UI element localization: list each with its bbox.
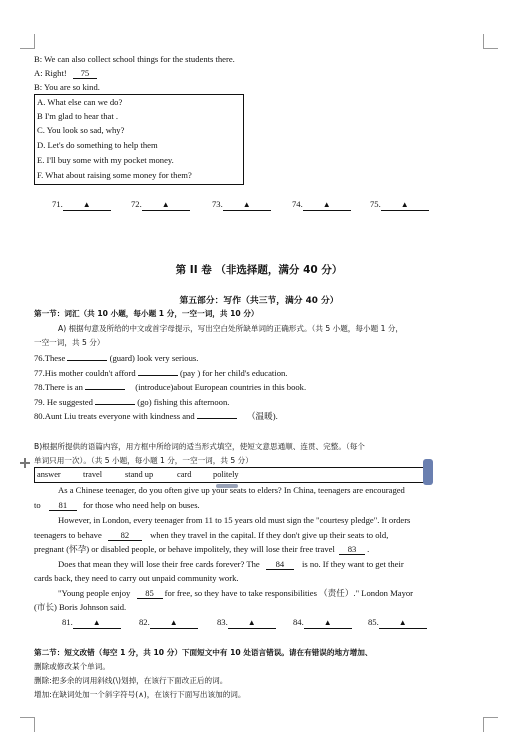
answer-73-num: 73. [212,199,223,209]
section2-line-3: 删除:把多余的词用斜线(\)划掉，在该行下面改正后的词。 [34,676,228,685]
answer-71-num: 71. [52,199,63,209]
passage-l2-post: for those who need help on buses. [83,500,200,510]
answer-75-blank: ▲ [381,200,429,211]
blank-75: 75 [73,68,97,79]
answer-73 [212,199,271,211]
answer-73-blank: ▲ [223,200,271,211]
dialogue-line-a [34,67,97,79]
dialogue-a-text: A: Right! [34,68,67,78]
options-box [34,94,244,185]
passage-l6-post: is no. If they want to get their [302,559,404,569]
crop-mark-bottom-left [20,717,35,732]
partA-instruction-1: A) 根据句意及所给的中文或首字母提示，写出空白处所缺单词的正确形式。（共 5 小题，每小题 1 分， [58,324,404,333]
passage-l8-pre: "Young people enjoy [58,588,131,598]
word-politely: politely [213,470,239,479]
vocab-79-blank [95,404,135,405]
vocab-77-blank [138,375,178,376]
passage-line-2 [34,499,200,511]
partB-instruction-1: B)根据所提供的语篇内容，用方框中所给词的适当形式填空，使短文意思通顺、连贯、完整。（每个 [34,442,365,451]
passage-line-9: (市长) Boris Johnson said. [34,602,127,612]
vocab-80-pre: 80.Aunt Liu treats everyone with kindness and [34,411,195,421]
answer-82-blank: ▲ [150,618,198,629]
answer-83 [217,617,276,629]
section2-line-2: 删除或修改某个单词。 [34,662,110,671]
dialogue-line-b2: B: You are so kind. [34,82,100,92]
answer-81-blank: ▲ [73,618,121,629]
answer-82 [139,617,198,629]
answer-83-blank: ▲ [228,618,276,629]
answer-75 [370,199,429,211]
table-move-handle-icon[interactable] [20,458,30,468]
answer-71 [52,199,111,211]
option-f: F. What about raising some money for them? [37,170,192,180]
passage-l4-pre: teenagers to behave [34,530,102,540]
vocab-77-post: (pay ) for her child's education. [179,368,288,378]
answer-85-num: 85. [368,617,379,627]
answer-85-blank: ▲ [379,618,427,629]
option-a: A. What else can we do? [37,97,123,107]
section2-line-4: 增加:在缺词处加一个斜字符号(∧)，在该行下面写出该加的词。 [34,690,246,699]
blank-81: 81 [49,500,77,511]
answer-72 [131,199,190,211]
vocab-item-78 [34,381,306,393]
option-d: D. Let's do something to help them [37,140,158,150]
passage-line-6 [58,558,404,570]
vocab-78-post: (introduce)about European countries in this book. [135,382,307,392]
answer-82-num: 82. [139,617,150,627]
answer-74-blank: ▲ [303,200,351,211]
crop-mark-top-right [483,34,498,49]
section2-line-1 [34,647,372,659]
answer-83-num: 83. [217,617,228,627]
passage-line-4 [34,529,388,541]
passage-line-5: pregnant (怀孕) or disabled people, or behave impolitely, they will lose their free travel 83 . [34,544,370,554]
vocab-76-post: (guard) look very serious. [109,353,199,363]
partB-instruction-2: 单词只用一次）。（共 5 小题，每小题 1 分，一空一词，共 5 分） [34,456,253,465]
passage-l5-pre: pregnant (怀孕) or disabled people, or behave impolitely, they will lose their free travel [34,544,335,554]
answer-72-num: 72. [131,199,142,209]
word-card: card [177,470,192,479]
word-travel: travel [83,470,103,479]
vocab-79-pre: 79. He suggested [34,397,93,407]
section1-heading: 第一节：词汇（共 10 小题，每小题 1 分，一空一词，共 10 分） [34,309,259,318]
section2-heading: 第二节：短文改错（每空 1 分，共 10 分）下面短文中有 10 处语言错误。请在有错误的地方增加、 [34,648,373,657]
answer-75-num: 75. [370,199,381,209]
option-b: B I'm glad to hear that . [37,111,119,121]
answer-84-blank: ▲ [304,618,352,629]
answer-85 [368,617,427,629]
vocab-item-77 [34,367,287,379]
passage-l8-post: for free, so they have to take responsibilities （责任）." London Mayor [164,588,414,598]
option-e: E. I'll buy some with my pocket money. [37,155,174,165]
vocab-80-blank [197,418,237,419]
answer-84-num: 84. [293,617,304,627]
blank-85: 85 [137,588,163,599]
vocab-78-pre: 78.There is an [34,382,83,392]
passage-line-3: However, in London, every teenager from 11 to 15 years old must sign the "courtesy pledge". It orders [58,515,411,525]
answer-72-blank: ▲ [142,200,190,211]
passage-line-1: As a Chinese teenager, do you often give up your seats to elders? In China, teenagers are encouraged [58,485,405,495]
passage-l2-pre: to [34,500,41,510]
vocab-item-79 [34,396,229,408]
vocab-80-post: （温暖). [246,411,278,421]
crop-mark-bottom-right [483,717,498,732]
answer-81 [62,617,121,629]
word-box [34,467,428,483]
word-answer: answer [37,470,61,479]
blank-83: 83 [339,544,365,555]
answer-74-num: 74. [292,199,303,209]
blank-82: 82 [108,530,142,541]
crop-mark-top-left [20,34,35,49]
answer-71-blank: ▲ [63,200,111,211]
passage-line-8 [58,587,413,599]
vocab-78-blank [85,389,125,390]
answer-81-num: 81. [62,617,73,627]
answer-74 [292,199,351,211]
option-c: C. You look so sad, why? [37,125,125,135]
answer-84 [293,617,352,629]
blank-84: 84 [266,559,294,570]
passage-l4-post: when they travel in the capital. If they don't give up their seats to old, [150,530,389,540]
passage-l6-pre: Does that mean they will lose their free cards forever? The [58,559,260,569]
vocab-item-76 [34,352,198,364]
vocab-item-80 [34,410,278,422]
section5-title: 第五部分：写作（共三节，满分 40 分） [179,296,339,306]
word-stand-up: stand up [125,470,154,479]
passage-line-7: cards back, they need to carry out unpaid community work. [34,573,239,583]
vocab-76-pre: 76.These [34,353,66,363]
dialogue-line-b1: B: We can also collect school things for the students there. [34,54,235,64]
resize-handle-icon[interactable] [423,459,433,485]
vocab-77-pre: 77.His mother couldn't afford [34,368,136,378]
vocab-76-blank [67,360,107,361]
partA-instruction-2: 一空一词，共 5 分） [34,338,105,347]
vocab-79-post: (go) fishing this afternoon. [137,397,230,407]
part2-title: 第 II 卷 （非选择题，满分 40 分） [175,264,343,276]
